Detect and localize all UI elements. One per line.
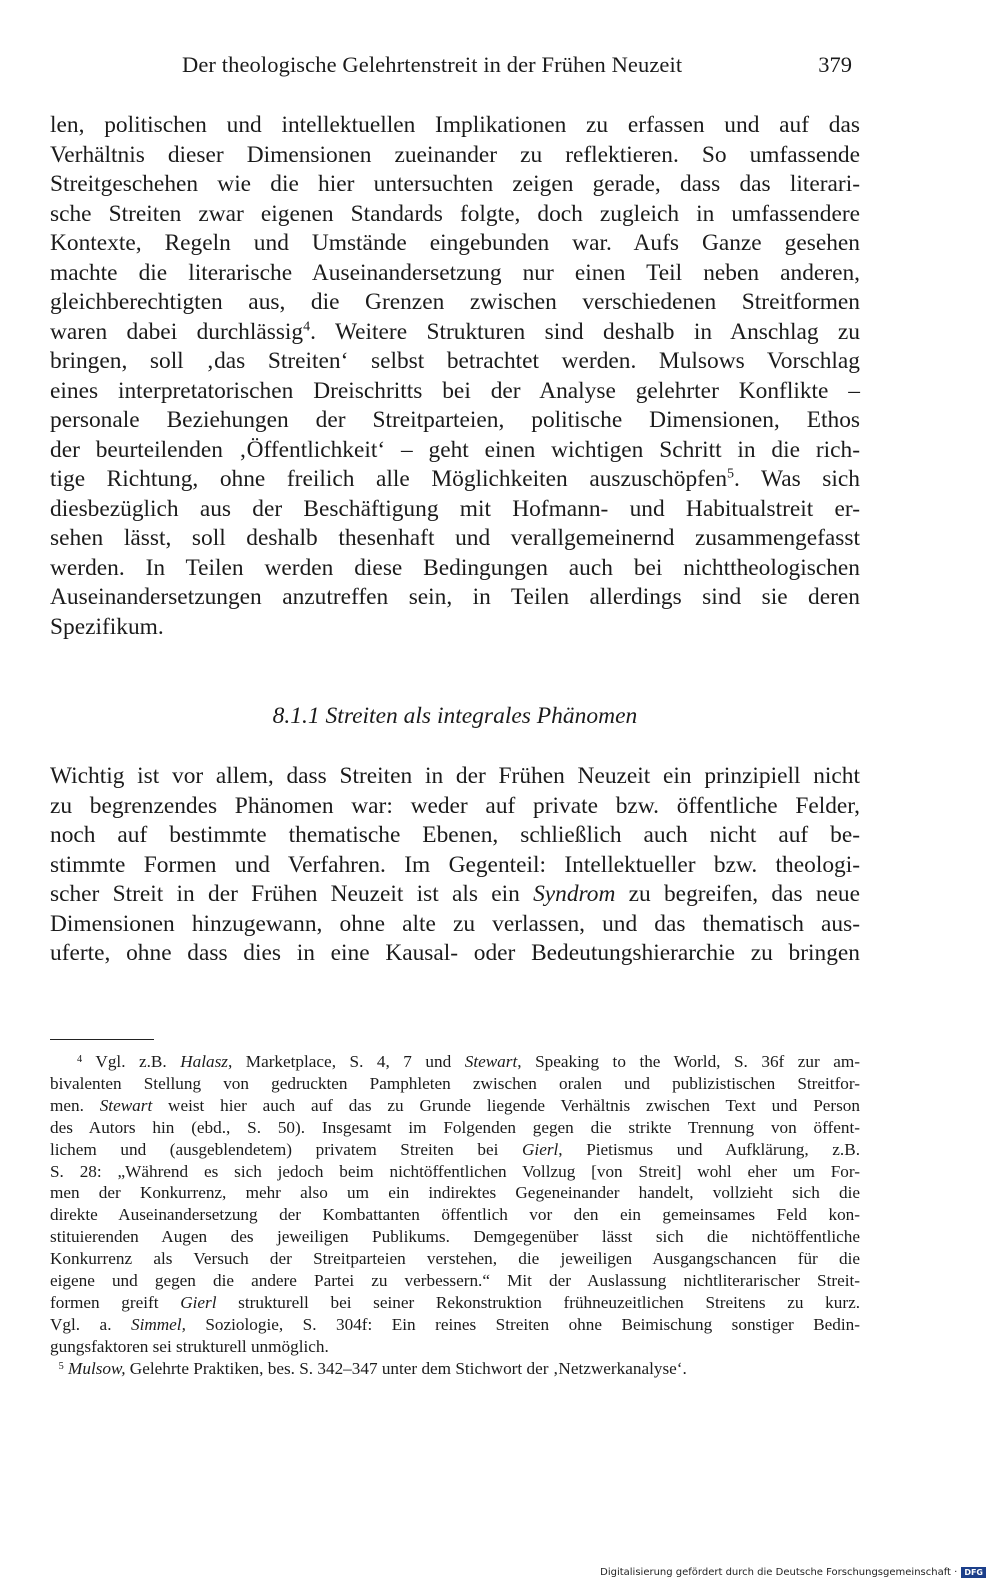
text-segment: weist hier auch auf das zu Grunde liegende Verhältnis zwischen Text und Person bbox=[152, 1095, 860, 1115]
author-name: Simmel, bbox=[130, 1314, 186, 1334]
text-line bbox=[50, 465, 860, 495]
footnote-mark-5: 5 bbox=[58, 1360, 64, 1372]
text-segment: lichem und (ausgeblendetem) privatem Streiten bei bbox=[50, 1139, 523, 1159]
text-line: werden. In Teilen werden diese Bedingungen auch bei nichttheologischen bbox=[50, 554, 860, 581]
footnote-divider bbox=[50, 1039, 154, 1040]
text-line: gleichberechtigten aus, die Grenzen zwischen verschiedenen Streitformen bbox=[50, 289, 860, 315]
text-line: machte die literarische Auseinandersetzung nur einen Teil neben anderen, bbox=[50, 259, 860, 286]
author-name: Gierl bbox=[180, 1292, 217, 1312]
text-line: Dimensionen hinzugewann, ohne alte zu verlassen, und das thematisch aus- bbox=[50, 910, 860, 937]
paragraph-2 bbox=[50, 762, 860, 969]
text-line: stimmte Formen und Verfahren. Im Gegenteil: Intellektueller bzw. theologi- bbox=[50, 851, 860, 878]
dfg-logo-icon: DFG bbox=[961, 1567, 986, 1578]
paragraph-1 bbox=[50, 111, 860, 642]
footnotes bbox=[50, 1051, 860, 1380]
footnote-4-line bbox=[50, 1314, 860, 1336]
author-name: Stewart bbox=[99, 1095, 153, 1115]
text-segment: , Speaking to the World, S. 36f zur am- bbox=[517, 1052, 860, 1071]
text-segment: strukturell bei seiner Rekonstruktion frühneuzeitlichen Streitens zu kurz. bbox=[216, 1292, 860, 1312]
footnote-mark-4: 4 bbox=[77, 1053, 83, 1065]
text-line: sehen lässt, soll deshalb thesenhaft und verallgemeinernd zusammengefasst bbox=[50, 525, 860, 551]
text-line: uferte, ohne dass dies in eine Kausal- oder Bedeutungshierarchie zu bringen bbox=[50, 940, 860, 966]
footnote-4-line: direkte Auseinandersetzung der Kombattanten öffentlich vor den ein gemeinsames Feld kon- bbox=[50, 1205, 860, 1225]
text-segment: . Was sich bbox=[734, 466, 860, 492]
text-line: len, politischen und intellektuellen Implikationen zu erfassen und auf das bbox=[50, 112, 860, 138]
footnote-4-line: stituierenden Augen des jeweiligen Publikums. Demgegenüber lässt sich die nichtöffentliche bbox=[50, 1227, 860, 1247]
text-segment: , Pietismus und Aufklärung, z.B. bbox=[558, 1139, 860, 1159]
text-line: Spezifikum. bbox=[50, 613, 164, 640]
author-name: Mulsow, bbox=[68, 1358, 126, 1378]
text-segment: . Weitere Strukturen sind deshalb in Anschlag zu bbox=[310, 318, 860, 345]
text-line: Kontexte, Regeln und Umstände eingebunden war. Aufs Ganze gesehen bbox=[50, 230, 860, 256]
footnote-4-line bbox=[50, 1292, 860, 1314]
page-header bbox=[182, 52, 852, 86]
footnote-4-line bbox=[50, 1051, 860, 1073]
credit-text: Digitalisierung gefördert durch die Deutsche Forschungsgemeinschaft · bbox=[600, 1567, 958, 1578]
footnote-4-line: eigene und gegen die andere Partei zu verbessern.“ Mit der Auslassung nichtliterarischer Streit- bbox=[50, 1271, 860, 1291]
text-segment: zu begreifen, das neue bbox=[615, 881, 860, 907]
text-line: Wichtig ist vor allem, dass Streiten in der Frühen Neuzeit ein prinzipiell nicht bbox=[50, 763, 860, 789]
text-line: diesbezüglich aus der Beschäftigung mit Hofmann- und Habitualstreit er- bbox=[50, 495, 860, 522]
author-name: Halasz bbox=[180, 1052, 228, 1071]
text-segment: scher Streit in der Frühen Neuzeit ist als ein bbox=[50, 881, 534, 907]
text-segment: , Marketplace, S. 4, 7 und bbox=[227, 1052, 465, 1071]
text-segment: formen greift bbox=[50, 1292, 181, 1312]
footnote-ref-5[interactable]: 5 bbox=[727, 465, 735, 482]
text-segment: tige Richtung, ohne freilich alle Möglichkeiten auszuschöpfen bbox=[50, 466, 728, 492]
footnote-4-line bbox=[50, 1095, 860, 1117]
text-segment: men. bbox=[50, 1095, 100, 1115]
footnote-4-line: men der Konkurrenz, mehr also um ein indirektes Gegeneinander handelt, vollzieht sich die bbox=[50, 1183, 860, 1203]
text-line: noch auf bestimmte thematische Ebenen, schließlich auch nicht auf be- bbox=[50, 822, 860, 848]
text-segment: Soziologie, S. 304f: Ein reines Streiten ohne Beimischung sonstiger Bedin- bbox=[185, 1314, 860, 1334]
text-segment: Vgl. z.B. bbox=[82, 1052, 181, 1071]
footnote-4-line: gungsfaktoren sei strukturell unmöglich. bbox=[50, 1336, 329, 1356]
text-line: Streitgeschehen wie die hier untersuchten zeigen gerade, dass das literari- bbox=[50, 171, 860, 197]
text-line: Verhältnis dieser Dimensionen zueinander zu reflektieren. So umfassende bbox=[50, 141, 860, 168]
text-line: Auseinandersetzungen anzutreffen sein, in Teilen allerdings sind sie deren bbox=[50, 584, 860, 610]
footnote-4-line: bivalenten Stellung von gedruckten Pamphleten zwischen oralen und publizistischen Streitfor- bbox=[50, 1073, 860, 1093]
footnote-ref-4[interactable]: 4 bbox=[303, 318, 311, 335]
digitization-credit bbox=[600, 1567, 986, 1578]
text-line: eines interpretatorischen Dreischritts bei der Analyse gelehrter Konflikte – bbox=[50, 377, 860, 404]
author-name: Stewart bbox=[464, 1052, 518, 1071]
text-line bbox=[50, 318, 860, 348]
footnote-4-line: des Autors hin (ebd., S. 50). Insgesamt im Folgenden gegen die strikte Trennung von öffent- bbox=[50, 1117, 860, 1137]
footnote-4-line: Konkurrenz als Versuch der Streitparteien verstehen, die jeweiligen Ausgangschancen für die bbox=[50, 1249, 860, 1269]
text-line: bringen, soll ‚das Streiten‘ selbst betrachtet werden. Mulsows Vorschlag bbox=[50, 348, 860, 374]
emphasis: Syndrom bbox=[533, 881, 616, 907]
footnote-4-line bbox=[50, 1139, 860, 1161]
text-segment: waren dabei durchlässig bbox=[50, 318, 304, 345]
section-heading: 8.1.1 Streiten als integrales Phänomen bbox=[272, 703, 638, 729]
text-line bbox=[50, 880, 860, 910]
author-name: Gierl bbox=[522, 1139, 559, 1159]
text-line: der beurteilenden ‚Öffentlichkeit‘ – geht einen wichtigen Schritt in die rich- bbox=[50, 436, 860, 463]
footnote-5-line bbox=[50, 1358, 860, 1380]
footnote-4-line: S. 28: „Während es sich jedoch beim nichtöffentlichen Vollzug [von Streit] wohl eher um For- bbox=[50, 1161, 860, 1181]
text-line: sche Streiten zwar eigenen Standards folgte, doch zugleich in umfassendere bbox=[50, 200, 860, 227]
text-line: zu begrenzendes Phänomen war: weder auf private bzw. öffentliche Felder, bbox=[50, 792, 860, 819]
page-number: 379 bbox=[818, 52, 852, 77]
text-segment: Gelehrte Praktiken, bes. S. 342–347 unter dem Stichwort der ‚Netzwerkanalyse‘. bbox=[125, 1358, 687, 1378]
text-segment: Vgl. a. bbox=[50, 1314, 131, 1334]
running-title: Der theologische Gelehrtenstreit in der Frühen Neuzeit bbox=[182, 52, 683, 77]
text-line: personale Beziehungen der Streitparteien, politische Dimensionen, Ethos bbox=[50, 407, 860, 433]
